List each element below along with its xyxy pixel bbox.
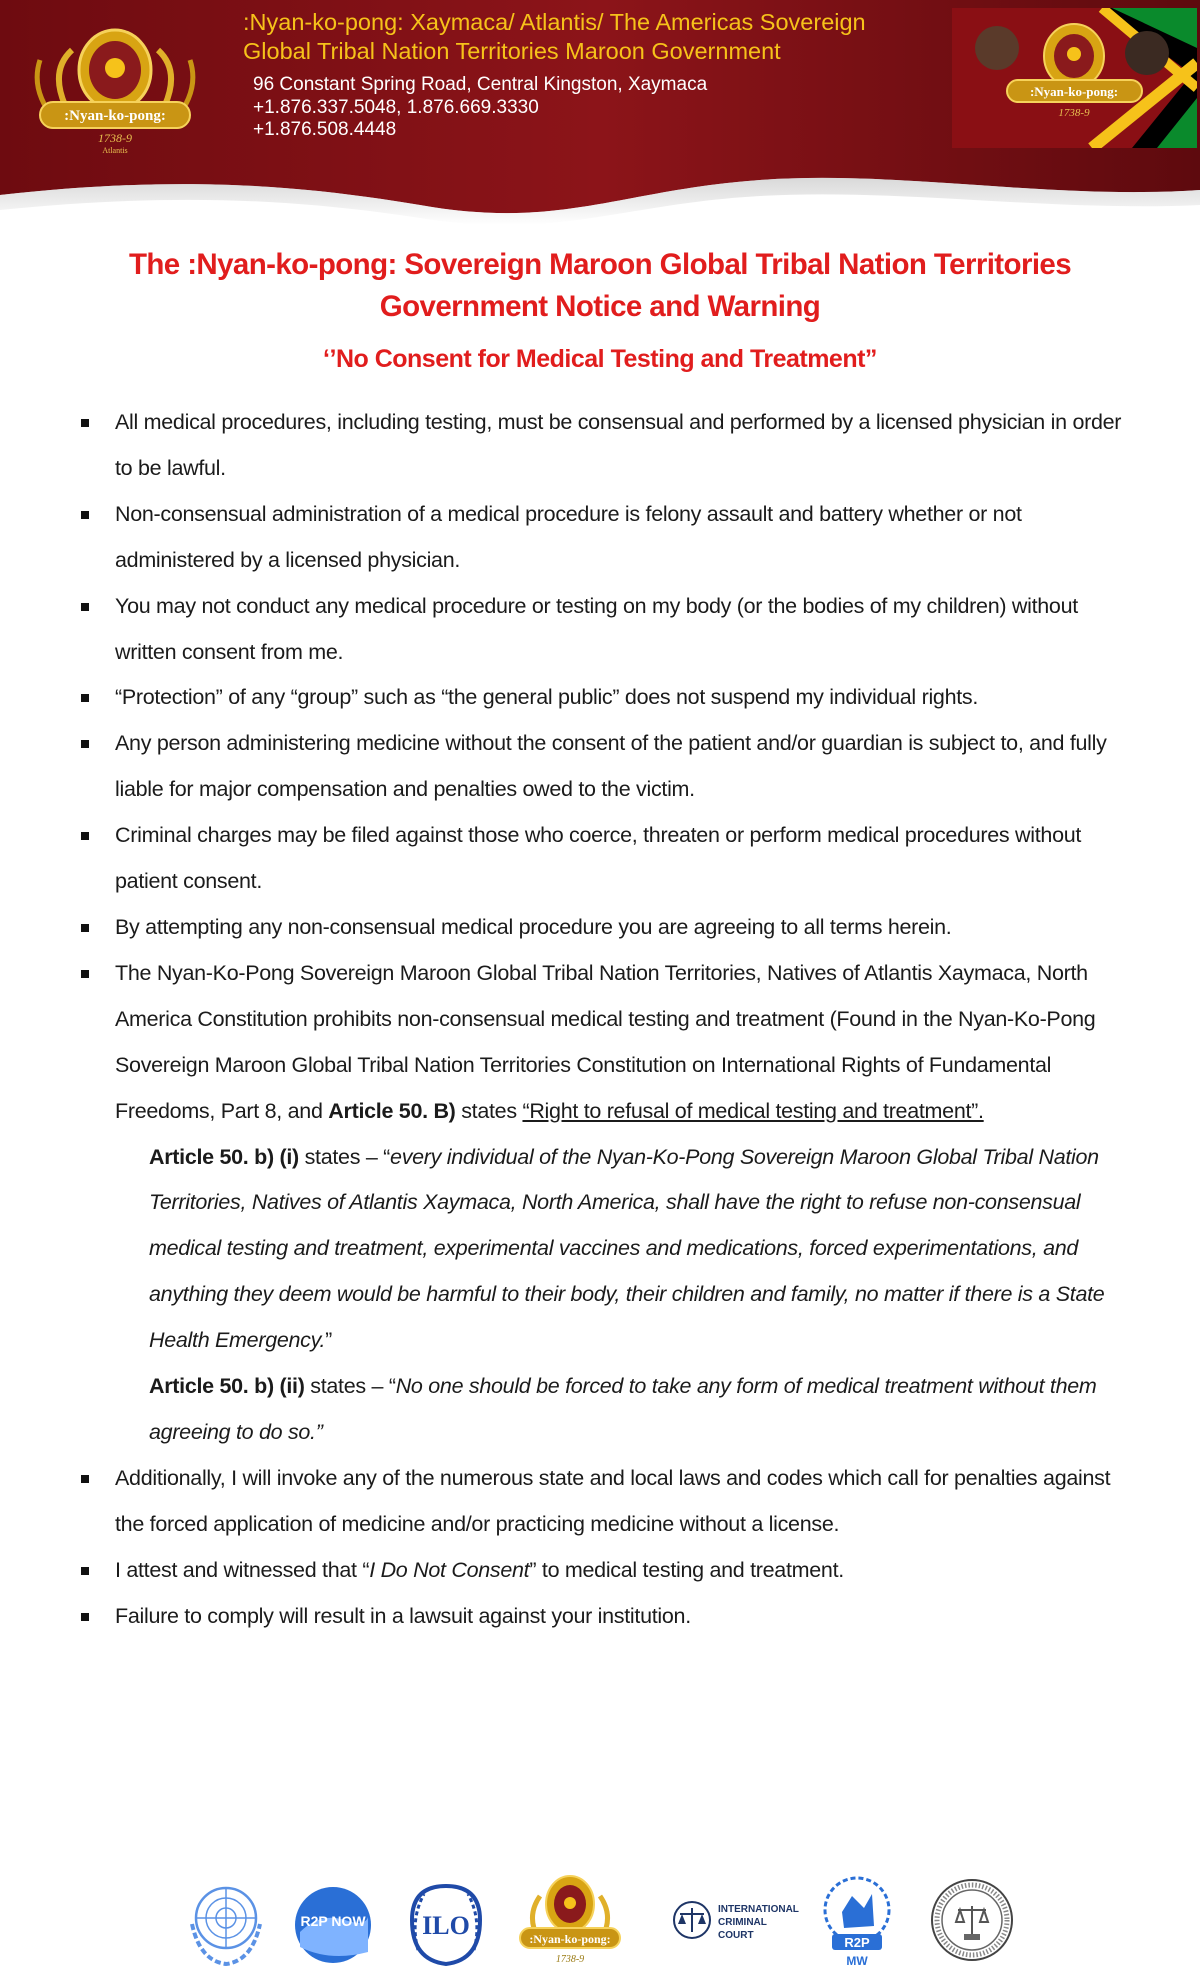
- article-quote-close: ”: [325, 1328, 333, 1353]
- nyankopong-emblem-left: [10, 10, 220, 155]
- government-title: [243, 8, 943, 66]
- article-reference: Article 50. B): [328, 1098, 456, 1123]
- r2p-mw-top-text: R2P: [844, 1935, 870, 1950]
- icc-logo: [670, 1896, 810, 1956]
- footer-logos: [0, 1868, 1200, 1968]
- notice-title: [0, 244, 1200, 328]
- article-quote-text: every individual of the Nyan-Ko-Pong Sovereign Maroon Global Tribal Nation Territories, Natives of Atlantis Xaymaca, North America, shall have the right to refuse non-consensual medical testing and treatment, experimental vaccines and medications, forced experimentations, and anything they deem would be harmful to their body, their children and family, no matter if there is a State Health Emergency.: [149, 1144, 1105, 1353]
- article-quote: [78, 1135, 1138, 1365]
- icj-seal-logo: [928, 1876, 1016, 1964]
- article-quote: [78, 1364, 1138, 1456]
- attest-text: I attest and witnessed that “: [115, 1557, 370, 1582]
- article-quote-text: No one should be forced to take any form of medical treatment without them agreeing to do so.”: [149, 1374, 1097, 1444]
- icc-text-line1: INTERNATIONAL: [718, 1904, 799, 1915]
- government-title-line1: :Nyan-ko-pong: Xaymaca/ Atlantis/ The Americas Sovereign: [243, 9, 866, 35]
- list-item: [78, 951, 1138, 1135]
- list-item: Any person administering medicine without the consent of the patient and/or guardian is subject to, and fully liable for major compensation and penalties owed to the victim.: [78, 721, 1138, 813]
- icc-text-line3: COURT: [718, 1930, 754, 1941]
- article-states: states – “: [304, 1374, 396, 1399]
- government-title-line2: Global Tribal Nation Territories Maroon Government: [243, 38, 781, 64]
- letterhead: [0, 0, 1200, 240]
- footer-emblem-text: :Nyan-ko-pong:: [529, 1932, 611, 1946]
- emblem-right-text: :Nyan-ko-pong:: [1029, 84, 1119, 99]
- states-text: states: [455, 1098, 523, 1123]
- right-to-refusal-text: “Right to refusal of medical testing and treatment”.: [522, 1098, 984, 1123]
- list-item: Criminal charges may be filed against those who coerce, threaten or perform medical procedures without patient consent.: [78, 813, 1138, 905]
- nyankopong-emblem-footer: [500, 1868, 640, 1968]
- contact-block: [253, 74, 707, 142]
- notice-title-line2: Government Notice and Warning: [379, 290, 821, 323]
- icc-text-line2: CRIMINAL: [718, 1917, 767, 1928]
- emblem-right-year: 1738-9: [1058, 107, 1090, 119]
- list-item: All medical procedures, including testing, must be consensual and performed by a licensed physician in order to be lawful.: [78, 400, 1138, 492]
- ilo-text: ILO: [422, 1911, 470, 1940]
- r2p-mw-bottom-text: MW: [846, 1954, 868, 1968]
- r2p-now-text: R2P NOW: [300, 1913, 366, 1929]
- united-nations-logo: [180, 1876, 272, 1968]
- list-item: By attempting any non-consensual medical procedure you are agreeing to all terms herein.: [78, 905, 1138, 951]
- list-item: Failure to comply will result in a lawsuit against your institution.: [78, 1594, 1138, 1640]
- list-item: “Protection” of any “group” such as “the general public” does not suspend my individual rights.: [78, 675, 1138, 721]
- notice-bullet-list: [78, 400, 1138, 1639]
- emblem-left-place: Atlantis: [102, 146, 128, 155]
- article-label: Article 50. b) (i): [149, 1144, 299, 1169]
- address-text: 96 Constant Spring Road, Central Kingston, Xaymaca: [253, 74, 708, 95]
- article-states: states – “: [298, 1144, 391, 1169]
- list-item: Non-consensual administration of a medical procedure is felony assault and battery whether or not administered by a licensed physician.: [78, 492, 1138, 584]
- emblem-left-text: :Nyan-ko-pong:: [64, 108, 166, 124]
- notice-subtitle: ‘’No Consent for Medical Testing and Treatment”: [323, 345, 877, 373]
- constitution-text: The Nyan-Ko-Pong Sovereign Maroon Global Tribal Nation Territories, Natives of Atlantis Xaymaca, North America Constitution prohibits non-consensual medical testing and treatment (Found in the Nyan-Ko-Pong Sovereign Maroon Global Tribal Nation Territories Constitution on International Rights of Fundamental Freedoms, Part 8, and: [115, 960, 1096, 1123]
- flag-emblem-right: [952, 8, 1197, 148]
- phone-line-1: +1.876.337.5048, 1.876.669.3330: [253, 96, 539, 118]
- list-item: [78, 1548, 1138, 1594]
- notice-body: [78, 400, 1138, 1639]
- notice-title-line1: The :Nyan-ko-pong: Sovereign Maroon Global Tribal Nation Territories: [128, 248, 1072, 281]
- footer-emblem-year: 1738-9: [555, 1954, 585, 1965]
- phone-line-2: +1.876.508.4448: [253, 119, 397, 140]
- r2p-now-logo: [290, 1882, 376, 1968]
- notice-titles: [0, 244, 1200, 376]
- ilo-logo: [404, 1880, 488, 1968]
- r2p-mw-logo: [814, 1872, 900, 1968]
- emblem-left-year: 1738-9: [98, 131, 132, 145]
- list-item: Additionally, I will invoke any of the numerous state and local laws and codes which call for penalties against the forced application of medicine and/or practicing medicine without a license.: [78, 1456, 1138, 1548]
- article-label: Article 50. b) (ii): [149, 1374, 305, 1399]
- list-item: You may not conduct any medical procedure or testing on my body (or the bodies of my children) without written consent from me.: [78, 584, 1138, 676]
- do-not-consent-text: I Do Not Consent: [369, 1557, 530, 1582]
- attest-text-end: ” to medical testing and treatment.: [529, 1557, 844, 1582]
